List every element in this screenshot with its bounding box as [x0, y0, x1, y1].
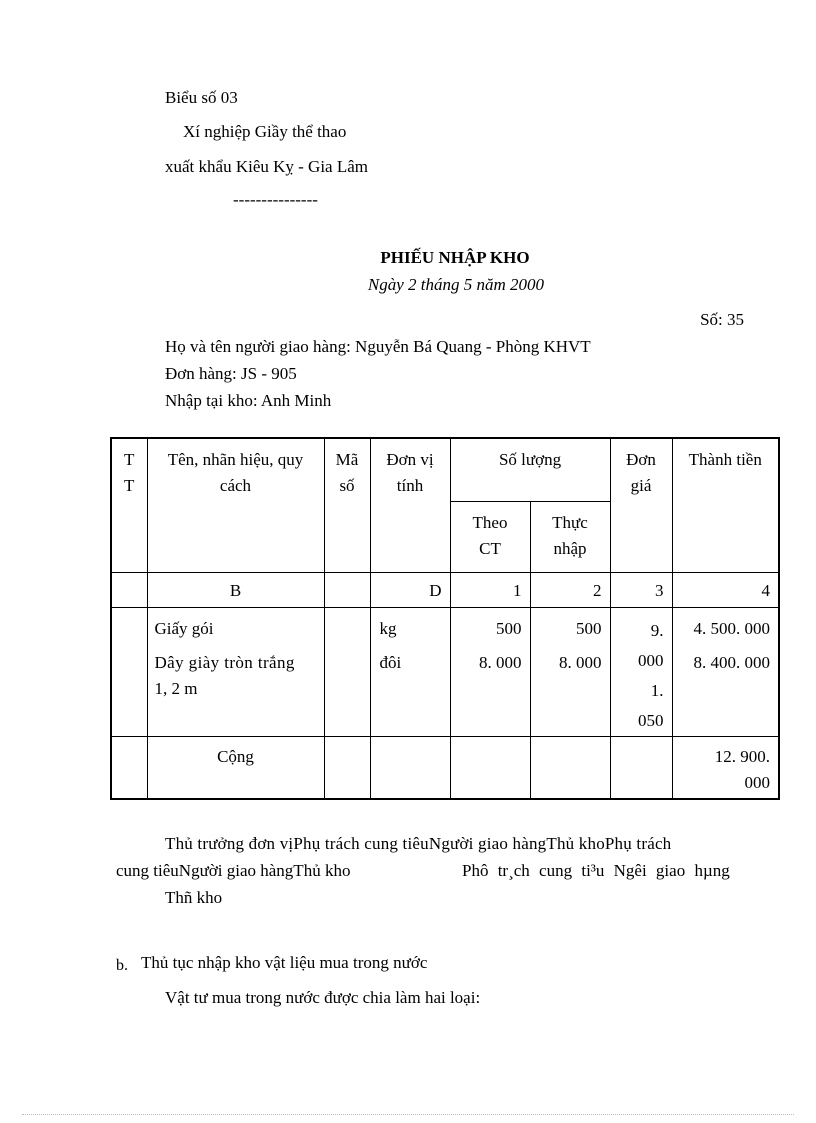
item-qty-actual: 500 8. 000 — [530, 607, 610, 736]
header-qty-actual: Thực nhập — [530, 501, 610, 572]
form-number: Biểu số 03 — [165, 88, 238, 107]
deliverer-name: Họ và tên người giao hàng: Nguyễn Bá Quang - Phòng KHVT — [165, 337, 591, 356]
header-qty-document: Theo CT — [450, 501, 530, 572]
index-3: 3 — [610, 572, 672, 607]
section-text: Vật tư mua trong nước được chia làm hai loại: — [165, 988, 481, 1007]
index-row — [111, 572, 779, 607]
signature-line-2a: cung tiêuNgười giao hàngThủ kho — [116, 861, 351, 880]
header-tt: T T — [111, 438, 147, 572]
signature-line-1: Thủ trưởng đơn vịPhụ trách cung tiêuNgười giao hàngThủ khoPhụ trách — [165, 834, 672, 853]
order-number: Đơn hàng: JS - 905 — [165, 364, 297, 383]
header-price: Đơn giá — [610, 438, 672, 572]
signature-line-3: Thñ kho — [165, 888, 223, 907]
item-qty-document: 500 8. 000 — [450, 607, 530, 736]
item-prices: 9. 000 1. 050 — [610, 607, 672, 736]
header-separator: --------------- — [233, 190, 318, 209]
header-code: Mã số — [324, 438, 370, 572]
index-d: D — [370, 572, 450, 607]
warehouse-name: Nhập tại kho: Anh Minh — [165, 391, 332, 410]
total-row — [111, 736, 779, 799]
page-bottom-border — [22, 1114, 794, 1115]
index-1: 1 — [450, 572, 530, 607]
company-name-line2: xuất khẩu Kiêu Kỵ - Gia Lâm — [165, 157, 368, 176]
document-title: PHIẾU NHẬP KHO — [380, 248, 530, 267]
header-amount: Thành tiền — [672, 438, 779, 572]
document-number: Số: 35 — [700, 310, 744, 329]
company-name-line1: Xí nghiệp Giầy thể thao — [183, 122, 347, 141]
section-label: b. — [116, 957, 128, 974]
index-2: 2 — [530, 572, 610, 607]
item-units: kg đôi — [370, 607, 450, 736]
item-row — [111, 607, 779, 736]
item-amounts: 4. 500. 000 8. 400. 000 — [672, 607, 779, 736]
document-date: Ngày 2 tháng 5 năm 2000 — [367, 275, 545, 294]
item-names: Giấy gói Dây giày tròn trắng 1, 2 m — [147, 607, 324, 736]
signature-line-2b: Phô tr¸ch cung ti³u Ngêi giao hµng — [462, 861, 730, 880]
section-heading: Thủ tục nhập kho vật liệu mua trong nước — [141, 953, 428, 972]
header-row — [111, 438, 779, 501]
header-unit: Đơn vị tính — [370, 438, 450, 572]
receipt-table — [110, 437, 780, 800]
header-quantity: Số lượng — [450, 438, 610, 501]
total-amount: 12. 900. 000 — [672, 736, 779, 799]
index-4: 4 — [672, 572, 779, 607]
total-label: Cộng — [147, 736, 324, 799]
index-b: B — [147, 572, 324, 607]
header-name: Tên, nhãn hiệu, quy cách — [147, 438, 324, 572]
